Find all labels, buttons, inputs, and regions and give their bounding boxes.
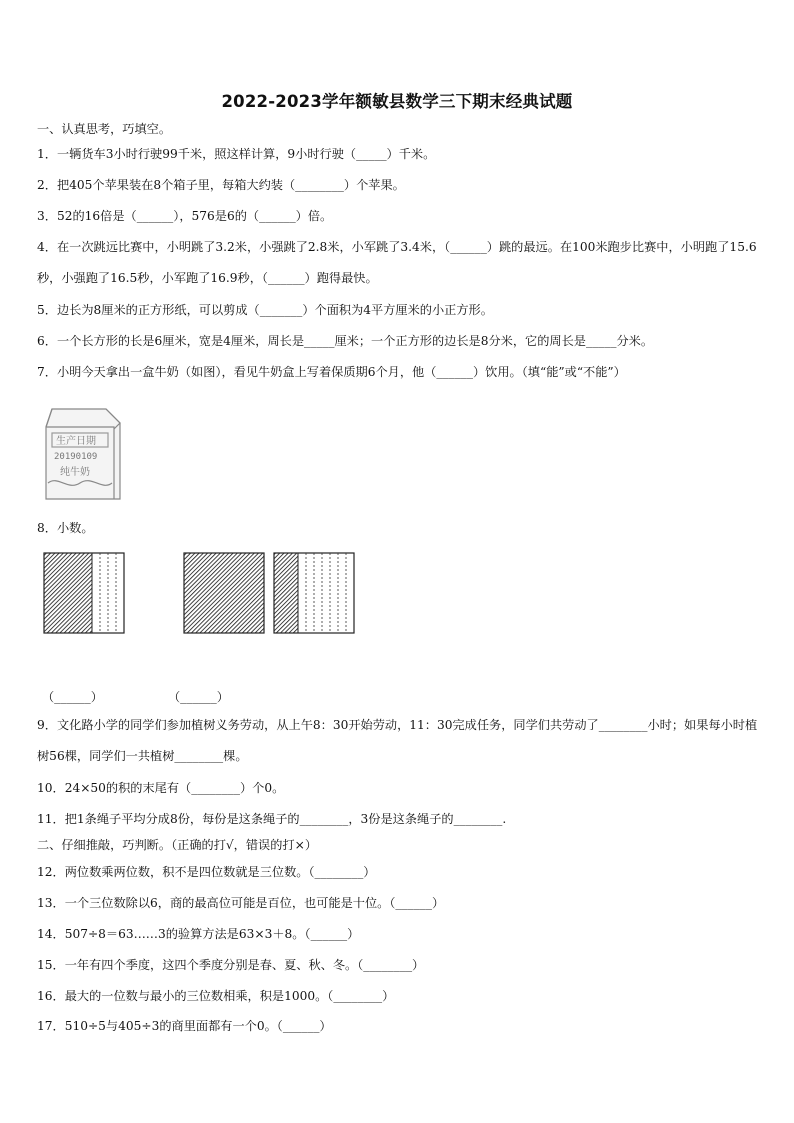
question-11: 11．把1条绳子平均分成8份，每份是这条绳子的________，3份是这条绳子的________. <box>37 812 507 826</box>
q8-answer-blank-2[interactable]: （______） <box>168 690 229 704</box>
question-13: 13．一个三位数除以6，商的最高位可能是百位，也可能是十位。（______） <box>37 896 445 910</box>
decimal-square-2 <box>184 553 264 633</box>
question-2: 2．把405个苹果装在8个箱子里，每箱大约装（________）个苹果。 <box>37 178 405 192</box>
q8-answer-blank-1[interactable]: （______） <box>42 690 103 704</box>
question-6: 6．一个长方形的长是6厘米，宽是4厘米，周长是_____厘米；一个正方形的边长是8分米，它的周长是_____分米。 <box>37 334 654 348</box>
decimal-shading-figures <box>0 548 794 643</box>
question-8: 8．小数。 <box>37 521 94 535</box>
section-heading-2: 二、仔细推敲，巧判断。（正确的打√，错误的打×） <box>37 838 318 852</box>
question-4: 4．在一次跳远比赛中，小明跳了3.2米，小强跳了2.8米，小军跳了3.4米，（______）跳的最远。在100米跑步比赛中，小明跑了15.6秒，小强跑了16.5秒，小军跑了16.9秒，（______）跑得最快。 <box>37 240 757 285</box>
section-heading-1: 一、认真思考，巧填空。 <box>37 122 172 136</box>
milk-label-production-date: 生产日期 <box>56 436 96 447</box>
question-1: 1．一辆货车3小时行驶99千米，照这样计算，9小时行驶（_____）千米。 <box>37 147 436 161</box>
milk-carton-figure <box>38 405 130 505</box>
decimal-square-3 <box>274 553 354 633</box>
question-7: 7．小明今天拿出一盒牛奶（如图），看见牛奶盒上写着保质期6个月，他（______）饮用。（填“能”或“不能”） <box>37 365 626 379</box>
question-10: 10．24×50的积的末尾有（________）个0。 <box>37 781 285 795</box>
page-title: 2022-2023学年额敏县数学三下期末经典试题 <box>221 92 573 111</box>
question-14: 14．507÷8＝63……3的验算方法是63×3＋8。（______） <box>37 927 360 941</box>
question-12: 12．两位数乘两位数，积不是四位数就是三位数。（________） <box>37 865 376 879</box>
milk-label-pure-milk: 纯牛奶 <box>60 467 90 478</box>
milk-carton-icon <box>38 405 130 505</box>
decimal-square-1 <box>44 553 124 633</box>
question-9: 9．文化路小学的同学们参加植树义务劳动，从上午8：30开始劳动，11：30完成任务，同学们共劳动了________小时；如果每小时植树56棵，同学们一共植树________棵。 <box>37 718 758 763</box>
question-17: 17．510÷5与405÷3的商里面都有一个0。（______） <box>37 1019 332 1033</box>
question-16: 16．最大的一位数与最小的三位数相乘，积是1000。（________） <box>37 989 395 1003</box>
question-15: 15．一年有四个季度，这四个季度分别是春、夏、秋、冬。（________） <box>37 958 425 972</box>
question-5: 5．边长为8厘米的正方形纸，可以剪成（_______）个面积为4平方厘米的小正方形。 <box>37 303 493 317</box>
question-3: 3．52的16倍是（______），576是6的（______）倍。 <box>37 209 333 223</box>
milk-date: 20190109 <box>54 452 98 462</box>
